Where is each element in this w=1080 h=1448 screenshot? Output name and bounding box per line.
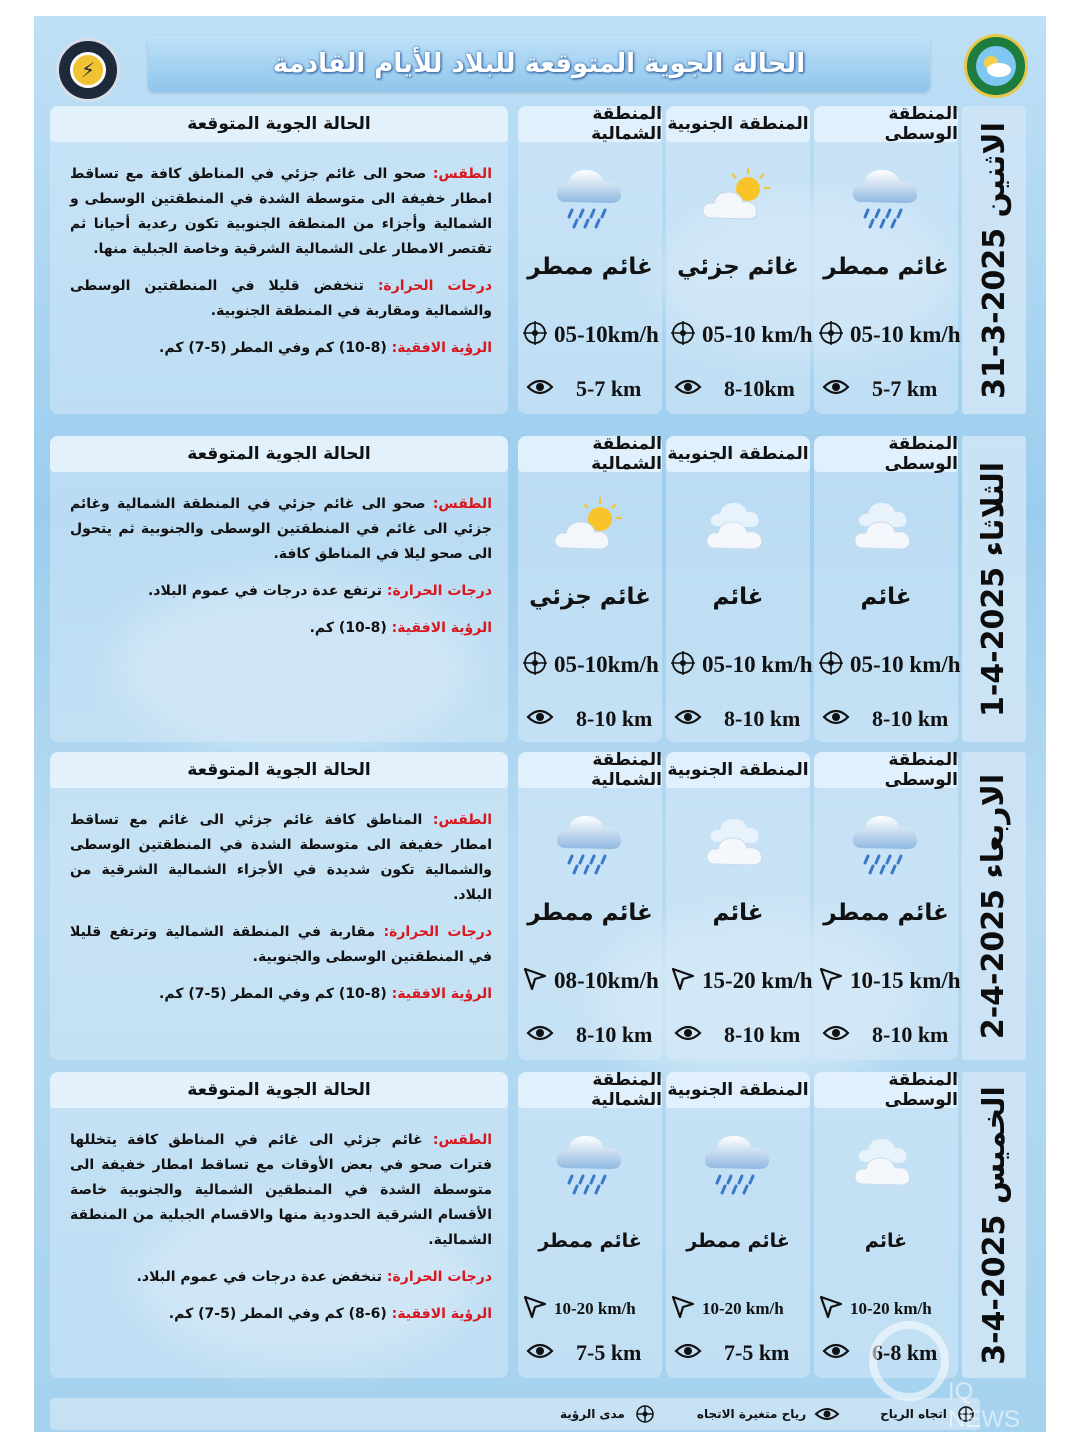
condition-label: غائم جزئي: [529, 584, 651, 610]
weather-paragraph: [70, 1128, 492, 1253]
condition-label: غائم: [712, 900, 764, 926]
region-card-central: [814, 104, 961, 414]
forecast-description: [50, 436, 508, 742]
visibility-label: الرؤية الافقية:: [391, 1306, 492, 1322]
eye-icon: [822, 708, 850, 730]
cloudy-icon: [846, 1128, 926, 1198]
visibility: [674, 1020, 806, 1050]
condition-label: غائم: [712, 584, 764, 610]
day-row: [34, 436, 1046, 742]
wind-speed-value: 10-15 km/h: [850, 968, 961, 993]
page-title: الحالة الجوية المتوقعة للبلاد للأيام القادمة: [272, 49, 806, 79]
visibility-value: 8-10 km: [872, 1022, 949, 1047]
visibility: [526, 704, 658, 734]
temperature-paragraph: [70, 1265, 492, 1290]
wind-speed: [670, 650, 813, 680]
condition-label: غائم ممطر: [823, 900, 949, 926]
date-bar: [962, 436, 1026, 742]
wind-speed-value: 08-10km/h: [554, 968, 659, 993]
visibility-value: 8-10km: [724, 376, 795, 401]
date-bar: [962, 106, 1026, 414]
wind-speed: [522, 320, 662, 350]
region-card-north: [518, 752, 662, 1060]
eye-icon: [822, 1342, 850, 1364]
cloudy-icon: [698, 492, 778, 562]
region-card-central: [814, 750, 961, 1060]
ministry-logo-right: [964, 34, 1028, 98]
visibility: [822, 1020, 954, 1050]
region-title: المنطقة الشمالية: [518, 1072, 662, 1108]
weather-label: الطقس:: [432, 496, 492, 512]
visibility-text: (8-10) كم وفي المطر (5-7) كم.: [159, 986, 387, 1002]
date-label: الثلاثاء 2025-4-1: [976, 461, 1012, 717]
variable-wind-icon: [818, 650, 844, 680]
condition-label: غائم ممطر: [527, 254, 653, 280]
wind-speed-value: 05-10 km/h: [702, 652, 813, 677]
visibility-value: 8-10 km: [576, 706, 653, 731]
region-title: المنطقة الوسطى: [814, 752, 958, 788]
forecast-description: [50, 106, 508, 414]
rain-cloud-icon: [846, 808, 926, 878]
region-card-south: [666, 106, 813, 414]
cloudy-icon: [846, 492, 926, 562]
date-label: الاربعاء 2025-4-2: [976, 773, 1012, 1039]
visibility: [674, 1338, 806, 1368]
wind-speed: [670, 320, 813, 350]
wind-speed-value: 05-10 km/h: [702, 322, 813, 347]
visibility: [674, 374, 806, 404]
region-title: المنطقة الوسطى: [814, 106, 958, 142]
visibility-label: الرؤية الافقية:: [391, 986, 492, 1002]
temperature-label: درجات الحرارة:: [383, 924, 492, 940]
wind-speed: [670, 966, 813, 996]
condition-label: غائم ممطر: [527, 900, 653, 926]
weather-paragraph: [70, 162, 492, 262]
region-title: المنطقة الوسطى: [814, 436, 958, 472]
visibility-paragraph: [70, 616, 492, 641]
eye-icon: [674, 378, 702, 400]
variable-wind-icon: [670, 320, 696, 350]
description-body: [70, 162, 492, 373]
variable-wind-icon: [522, 320, 548, 350]
wind-speed: [522, 1294, 662, 1324]
wind-speed-value: 15-20 km/h: [702, 968, 813, 993]
region-card-south: [666, 1072, 810, 1378]
watermark-logo-icon: [864, 1316, 954, 1406]
wind-speed-value: 10-20 km/h: [554, 1299, 636, 1318]
wind-speed: [522, 650, 662, 680]
region-card-central: [814, 434, 961, 742]
visibility-text: (6-8) كم وفي المطر (5-7) كم.: [168, 1306, 387, 1322]
description-title: الحالة الجوية المتوقعة: [50, 436, 508, 472]
visibility-paragraph: [70, 1302, 492, 1327]
temperature-label: درجات الحرارة:: [377, 278, 493, 294]
region-title: المنطقة الشمالية: [518, 752, 662, 788]
condition-label: غائم ممطر: [538, 1230, 642, 1252]
visibility-value: 6-8 km: [872, 1340, 938, 1365]
temperature-paragraph: [70, 274, 492, 324]
day-row: [34, 106, 1046, 414]
weather-text: المناطق كافة غائم جزئي الى غائم مع تساقط امطار خفيفة الى متوسطة الشدة في المنطقتين الوسطى والشمالية تكون شديدة في الأجزاء الشمالية الشرقية من البلاد.: [70, 812, 492, 903]
description-body: [70, 1128, 492, 1339]
description-title: الحالة الجوية المتوقعة: [50, 1072, 508, 1108]
legend: [50, 1398, 980, 1430]
rain-cloud-icon: [550, 1128, 630, 1198]
wind-speed: [818, 966, 961, 996]
eye-icon: [526, 1024, 554, 1046]
visibility-text: (8-10) كم وفي المطر (5-7) كم.: [159, 340, 387, 356]
condition-label: غائم: [864, 1230, 908, 1252]
sun-cloud-logo-icon: [976, 46, 1016, 86]
visibility: [822, 704, 954, 734]
wind-speed-value: 10-20 km/h: [702, 1299, 784, 1318]
rain-cloud-icon: [698, 1128, 778, 1198]
eye-icon: [674, 1342, 702, 1364]
wind-speed-value: 05-10km/h: [554, 322, 659, 347]
description-title: الحالة الجوية المتوقعة: [50, 752, 508, 788]
date-bar: [962, 752, 1026, 1060]
visibility-value: 8-10 km: [872, 706, 949, 731]
condition-label: غائم: [860, 584, 912, 610]
temperature-text: تنخفض قليلا في المنطقتين الوسطى والشمالية ومقاربة في المنطقة الجنوبية.: [70, 278, 492, 319]
visibility: [526, 374, 658, 404]
weather-text: غائم جزئي الى غائم في المناطق كافة يتخللها فترات صحو في بعض الأوقات مع تساقط امطار خفيفة الى متوسطة الشدة في المنطقين الشمالية والجنوبية خاصة الأقسام الشرقية الحدودية منها والاقسام الجبلية من المنطقة الشمالية.: [70, 1132, 492, 1248]
temperature-paragraph: [70, 579, 492, 604]
day-row: [34, 752, 1046, 1060]
visibility-value: 8-10 km: [724, 1022, 801, 1047]
visibility: [674, 704, 806, 734]
visibility: [526, 1020, 658, 1050]
eye-icon: [526, 378, 554, 400]
visibility-label: الرؤية الافقية:: [391, 340, 492, 356]
watermark: IQ NEWS: [864, 1316, 1044, 1416]
wind-direction-icon: [670, 966, 696, 996]
variable-wind-icon: [818, 320, 844, 350]
eye-icon: [526, 1342, 554, 1364]
legend-visibility: مدى الرؤية: [560, 1404, 657, 1424]
visibility-range-legend-icon: [633, 1404, 657, 1424]
wind-speed: [818, 650, 961, 680]
visibility-label: الرؤية الافقية:: [391, 620, 492, 636]
region-card-north: [518, 106, 662, 414]
eye-icon: [674, 1024, 702, 1046]
eye-icon: [822, 1024, 850, 1046]
temperature-label: درجات الحرارة:: [386, 1269, 492, 1285]
legend-wind-direction: اتجاه الرياح: [880, 1404, 977, 1424]
forecast-description: [50, 1072, 508, 1378]
eye-icon: [526, 708, 554, 730]
cloudy-icon: [698, 808, 778, 878]
visibility-value: 5-7 km: [576, 376, 642, 401]
description-body: [70, 492, 492, 653]
forecast-poster: [34, 16, 1046, 1432]
temperature-text: ترتفع عدة درجات في عموم البلاد.: [147, 583, 383, 599]
visibility-value: 8-10 km: [576, 1022, 653, 1047]
condition-label: غائم ممطر: [686, 1230, 790, 1252]
wind-speed: [818, 320, 961, 350]
temperature-label: درجات الحرارة:: [386, 583, 492, 599]
weather-label: الطقس:: [432, 1132, 493, 1148]
weather-text: صحو الى غائم جزئي في المناطق كافة مع تساقط امطار خفيفة الى متوسطة الشدة في المنطقتين الوسطى و الشمالية وأجزاء من المنطقة الجنوبية تكون رعدية أحيانا ثم تقتصر الامطار على الشمالية الشرقية وخاصة الجبلية منها.: [70, 166, 492, 257]
region-card-north: [518, 1072, 662, 1378]
wind-direction-icon: [818, 966, 844, 996]
visibility-value: 7-5 km: [576, 1340, 642, 1365]
wind-speed-value: 10-20 km/h: [850, 1299, 932, 1318]
weather-paragraph: [70, 492, 492, 567]
visibility-paragraph: [70, 982, 492, 1007]
condition-label: غائم ممطر: [823, 254, 949, 280]
region-card-south: [666, 436, 813, 742]
visibility-value: 8-10 km: [724, 706, 801, 731]
visibility: [822, 374, 954, 404]
wind-speed-value: 05-10 km/h: [850, 652, 961, 677]
condition-label: غائم جزئي: [677, 254, 799, 280]
temperature-text: تنخفض عدة درجات في عموم البلاد.: [136, 1269, 383, 1285]
region-card-south: [666, 752, 813, 1060]
region-title: المنطقة الجنوبية: [666, 1072, 810, 1108]
eye-icon: [674, 708, 702, 730]
weather-label: الطقس:: [432, 812, 493, 828]
rain-cloud-icon: [550, 808, 630, 878]
visibility-text: (8-10) كم.: [309, 620, 387, 636]
wind-speed-value: 05-10km/h: [554, 652, 659, 677]
lightning-icon: ⚡: [70, 52, 106, 88]
visibility: [526, 1338, 658, 1368]
weather-paragraph: [70, 808, 492, 908]
wind-speed-value: 05-10 km/h: [850, 322, 961, 347]
wind-direction-icon: [670, 1294, 696, 1324]
eye-legend-icon: [814, 1406, 840, 1422]
date-label: الاثنين 2025-3-31: [976, 121, 1012, 399]
region-title: المنطقة الجنوبية: [666, 752, 810, 788]
region-title: المنطقة الوسطى: [814, 1072, 958, 1108]
region-title: المنطقة الجنوبية: [666, 436, 810, 472]
description-title: الحالة الجوية المتوقعة: [50, 106, 508, 142]
visibility-value: 5-7 km: [872, 376, 938, 401]
visibility-value: 7-5 km: [724, 1340, 790, 1365]
temperature-text: مقاربة في المنطقة الشمالية وترتفع قليلا في المنطقتين الوسطى والجنوبية.: [70, 924, 492, 965]
weather-label: الطقس:: [432, 166, 492, 182]
rain-cloud-icon: [550, 162, 630, 232]
region-card-north: [518, 436, 662, 742]
wind-direction-icon: [522, 966, 548, 996]
partly-cloudy-icon: [550, 492, 630, 562]
wind-direction-icon: [522, 1294, 548, 1324]
variable-wind-icon: [522, 650, 548, 680]
description-body: [70, 808, 492, 1019]
rain-cloud-icon: [846, 162, 926, 232]
variable-wind-icon: [670, 650, 696, 680]
partly-cloudy-icon: [698, 162, 778, 232]
temperature-paragraph: [70, 920, 492, 970]
wind-speed: [522, 966, 662, 996]
region-title: المنطقة الشمالية: [518, 436, 662, 472]
forecast-description: [50, 752, 508, 1060]
wind-direction-icon: [818, 1294, 844, 1324]
page-title-box: [148, 36, 930, 92]
meteorology-logo-left: [56, 38, 120, 102]
region-title: المنطقة الجنوبية: [666, 106, 810, 142]
wind-speed: [670, 1294, 810, 1324]
visibility-paragraph: [70, 336, 492, 361]
date-label: الخميس 2025-4-3: [976, 1085, 1012, 1365]
legend-variable-wind: رياح متغيرة الاتجاه: [697, 1406, 840, 1422]
eye-icon: [822, 378, 850, 400]
weather-text: صحو الى غائم جزئي في المنطقة الشمالية وغائم جزئي الى غائم في المنطقتين الوسطى والجنوبية ثم يتحول الى صحو ليلا في المناطق كافة.: [70, 496, 492, 562]
region-title: المنطقة الشمالية: [518, 106, 662, 142]
